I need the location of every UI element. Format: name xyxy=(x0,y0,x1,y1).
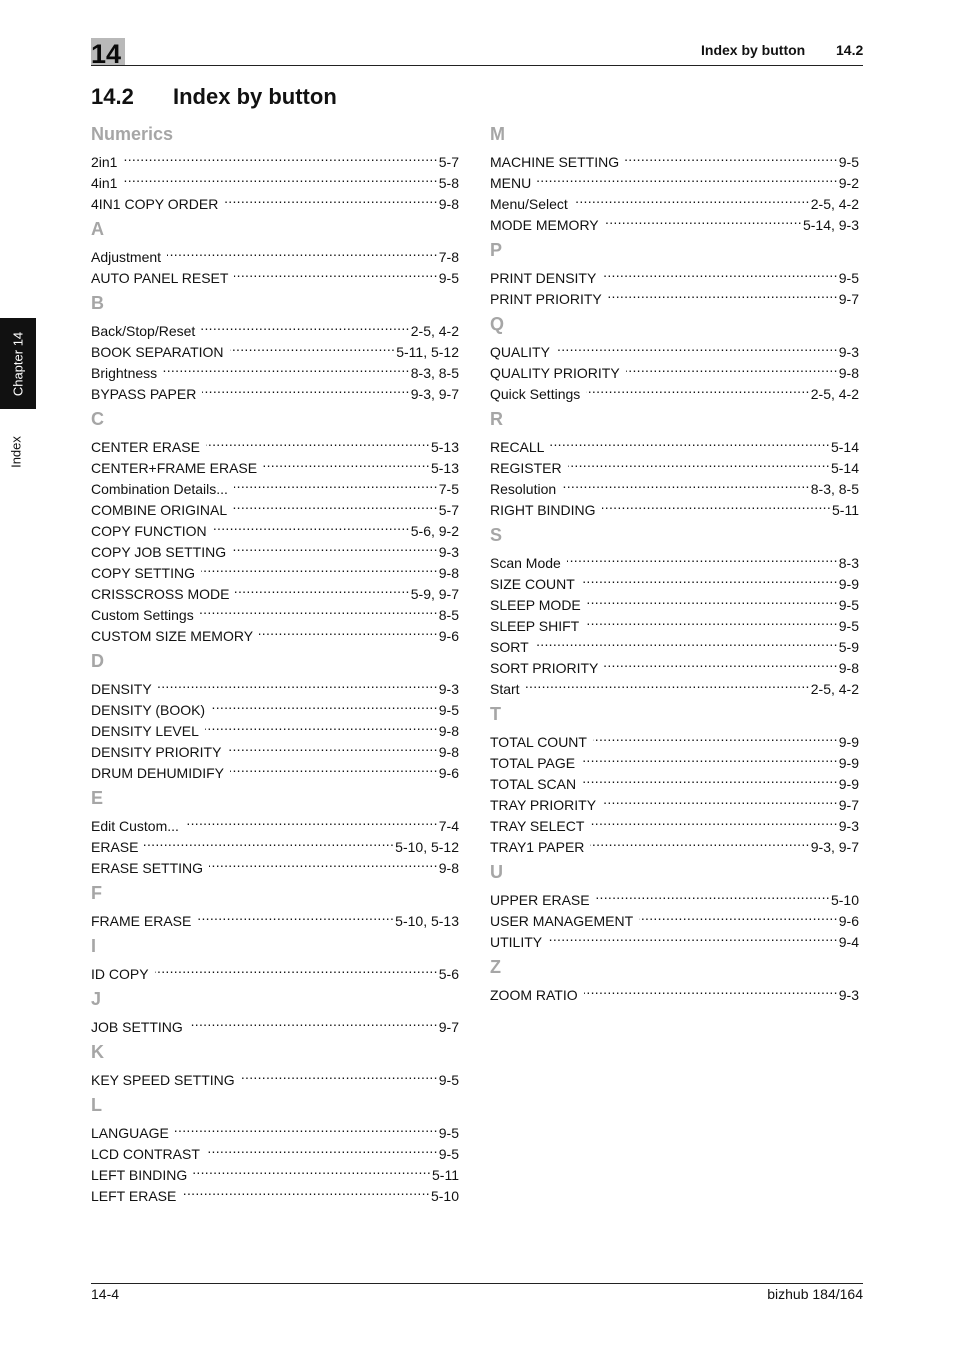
index-term: TOTAL COUNT xyxy=(490,734,587,750)
index-page-ref: 9-5 xyxy=(438,1125,459,1141)
index-term: DRUM DEHUMIDIFY xyxy=(91,765,224,781)
index-group xyxy=(91,649,459,781)
dot-leader xyxy=(263,452,430,473)
index-page-ref: 9-5 xyxy=(838,597,859,613)
index-entry xyxy=(490,262,859,286)
dot-leader xyxy=(211,694,438,715)
index-letter-heading: J xyxy=(91,989,102,1009)
index-term: LCD CONTRAST xyxy=(91,1146,200,1162)
index-group xyxy=(91,1040,459,1088)
index-page-ref: 9-7 xyxy=(438,1019,459,1035)
index-group xyxy=(490,955,859,1003)
dot-leader xyxy=(548,926,838,947)
index-term: CRISSCROSS MODE xyxy=(91,586,230,602)
index-entry xyxy=(91,905,459,929)
dot-leader xyxy=(587,589,838,610)
index-entry xyxy=(91,1117,459,1141)
index-group xyxy=(490,523,859,697)
section-heading xyxy=(91,84,337,110)
index-term: JOB SETTING xyxy=(91,1019,183,1035)
dot-leader xyxy=(158,673,438,694)
index-page-ref: 9-3 xyxy=(838,818,859,834)
index-page-ref: 7-4 xyxy=(438,818,459,834)
index-letter-heading: B xyxy=(91,293,104,313)
index-term: Custom Settings xyxy=(91,607,194,623)
index-term: PRINT DENSITY xyxy=(490,270,597,286)
index-term: COPY JOB SETTING xyxy=(91,544,227,560)
dot-leader xyxy=(593,726,838,747)
dot-leader xyxy=(206,1138,438,1159)
index-entry xyxy=(490,146,859,170)
index-letter-heading: K xyxy=(91,1042,104,1062)
index-page-ref: 9-4 xyxy=(838,934,859,950)
index-entry xyxy=(490,188,859,212)
index-page-ref: 9-5 xyxy=(838,154,859,170)
index-term: Combination Details... xyxy=(91,481,228,497)
index-term: LEFT BINDING xyxy=(91,1167,188,1183)
dot-leader xyxy=(535,631,838,652)
index-page-ref: 9-7 xyxy=(838,797,859,813)
dot-leader xyxy=(163,357,410,378)
running-header-title: Index by button xyxy=(701,42,806,58)
dot-leader xyxy=(202,378,409,399)
index-group xyxy=(490,122,859,233)
dot-leader xyxy=(581,568,838,589)
index-term: PRINT PRIORITY xyxy=(490,291,602,307)
index-term: TRAY1 PAPER xyxy=(490,839,585,855)
index-page-ref: 5-9 xyxy=(838,639,859,655)
index-page-ref: 5-10 xyxy=(430,1188,459,1204)
index-entry xyxy=(91,146,459,170)
index-group xyxy=(490,860,859,950)
dot-leader xyxy=(201,315,409,336)
dot-leader xyxy=(567,547,838,568)
index-page-ref: 9-6 xyxy=(438,628,459,644)
index-entry xyxy=(490,726,859,750)
index-page-ref: 2-5, 4-2 xyxy=(410,323,459,339)
index-column-left xyxy=(91,122,459,1204)
dot-leader xyxy=(568,452,830,473)
dot-leader xyxy=(123,167,437,188)
dot-leader xyxy=(209,852,438,873)
index-term: 2in1 xyxy=(91,154,118,170)
dot-leader xyxy=(230,336,396,357)
index-page-ref: 5-13 xyxy=(430,439,459,455)
index-page-ref: 5-11, 5-12 xyxy=(396,344,459,360)
index-entry xyxy=(91,241,459,265)
index-page-ref: 5-7 xyxy=(438,154,459,170)
index-group xyxy=(91,407,459,644)
dot-leader xyxy=(259,620,438,641)
index-term: BOOK SEPARATION xyxy=(91,344,224,360)
index-entry xyxy=(490,884,859,908)
dot-leader xyxy=(227,736,437,757)
index-group xyxy=(490,238,859,307)
index-term: AUTO PANEL RESET xyxy=(91,270,229,286)
index-group xyxy=(91,122,459,212)
index-term: UTILITY xyxy=(490,934,543,950)
index-term: Menu/Select xyxy=(490,196,568,212)
dot-leader xyxy=(608,283,838,304)
dot-leader xyxy=(167,241,438,262)
dot-leader xyxy=(233,494,438,515)
index-page-ref: 9-5 xyxy=(438,702,459,718)
index-term: MENU xyxy=(490,175,532,191)
index-letter-heading: U xyxy=(490,862,503,882)
index-page-ref: 8-3 xyxy=(838,555,859,571)
dot-leader xyxy=(562,473,810,494)
index-page-ref: 9-5 xyxy=(438,1146,459,1162)
index-term: 4IN1 COPY ORDER xyxy=(91,196,219,212)
index-term: ZOOM RATIO xyxy=(490,987,578,1003)
index-page-ref: 5-10, 5-12 xyxy=(395,839,459,855)
index-page-ref: 9-3 xyxy=(838,344,859,360)
index-term: SORT xyxy=(490,639,529,655)
index-term: Brightness xyxy=(91,365,158,381)
index-term: TRAY PRIORITY xyxy=(490,797,597,813)
index-page-ref: 5-9, 9-7 xyxy=(410,586,459,602)
index-entry xyxy=(91,810,459,834)
index-letter-heading: C xyxy=(91,409,104,429)
index-page-ref: 5-14, 9-3 xyxy=(802,217,859,233)
index-term: COPY SETTING xyxy=(91,565,195,581)
index-column-right xyxy=(490,122,859,1003)
index-group xyxy=(91,987,459,1035)
index-term: ERASE xyxy=(91,839,139,855)
index-page-ref: 9-9 xyxy=(838,776,859,792)
index-entry xyxy=(91,188,459,212)
dot-leader xyxy=(234,473,438,494)
index-entry xyxy=(490,547,859,571)
index-term: SLEEP SHIFT xyxy=(490,618,580,634)
index-term: UPPER ERASE xyxy=(490,892,590,908)
index-page-ref: 5-6, 9-2 xyxy=(410,523,459,539)
index-page-ref: 9-5 xyxy=(438,270,459,286)
index-entry xyxy=(490,167,859,191)
index-entry xyxy=(490,431,859,455)
index-group xyxy=(91,934,459,982)
index-page-ref: 5-7 xyxy=(438,502,459,518)
index-page-ref: 5-10, 5-13 xyxy=(395,913,459,929)
index-group xyxy=(490,702,859,855)
dot-leader xyxy=(155,958,438,979)
index-term: 4in1 xyxy=(91,175,118,191)
index-term: MODE MEMORY xyxy=(490,217,599,233)
index-page-ref: 9-9 xyxy=(838,755,859,771)
index-page-ref: 8-3, 8-5 xyxy=(410,365,459,381)
index-letter-heading: F xyxy=(91,883,102,903)
index-entry xyxy=(490,631,859,655)
index-term: ERASE SETTING xyxy=(91,860,204,876)
index-letter-heading: L xyxy=(91,1095,102,1115)
index-term: COMBINE ORIGINAL xyxy=(91,502,228,518)
chapter-side-tab-label: Chapter 14 xyxy=(10,331,26,396)
index-term: CENTER ERASE xyxy=(91,439,200,455)
index-page-ref: 8-5 xyxy=(438,607,459,623)
index-term: TRAY SELECT xyxy=(490,818,585,834)
index-term: FRAME ERASE xyxy=(91,913,192,929)
index-term: RECALL xyxy=(490,439,545,455)
chapter-number-box xyxy=(91,38,125,65)
chapter-side-tab xyxy=(0,318,36,409)
dot-leader xyxy=(550,431,830,452)
running-header-section: 14.2 xyxy=(836,42,864,58)
index-letter-heading: R xyxy=(490,409,503,429)
index-letter-heading: M xyxy=(490,124,505,144)
index-page-ref: 9-3 xyxy=(438,681,459,697)
index-page-ref: 2-5, 4-2 xyxy=(810,681,859,697)
dot-leader xyxy=(537,167,838,188)
index-entry xyxy=(490,979,859,1003)
dot-leader xyxy=(193,1159,431,1180)
index-page-ref: 9-7 xyxy=(838,291,859,307)
index-entry xyxy=(91,1011,459,1035)
index-page-ref: 9-5 xyxy=(838,270,859,286)
index-page-ref: 7-8 xyxy=(438,249,459,265)
dot-leader xyxy=(235,578,409,599)
dot-leader xyxy=(197,905,394,926)
index-page-ref: 5-14 xyxy=(830,460,859,476)
index-letter-heading: T xyxy=(490,704,501,724)
dot-leader xyxy=(175,1117,438,1138)
header-divider xyxy=(91,65,863,66)
index-entry xyxy=(490,673,859,697)
index-page-ref: 5-8 xyxy=(438,175,459,191)
index-entry xyxy=(91,1064,459,1088)
index-entry xyxy=(91,831,459,855)
index-page-ref: 8-3, 8-5 xyxy=(810,481,859,497)
dot-leader xyxy=(185,810,438,831)
footer-product-name: bizhub 184/164 xyxy=(767,1286,863,1302)
dot-leader xyxy=(602,262,837,283)
dot-leader xyxy=(230,757,438,778)
index-page-ref: 5-11 xyxy=(432,1167,459,1183)
index-page-ref: 5-11 xyxy=(832,502,859,518)
index-page-ref: 9-8 xyxy=(438,723,459,739)
index-term: QUALITY xyxy=(490,344,550,360)
index-page-ref: 9-8 xyxy=(438,565,459,581)
index-term: SLEEP MODE xyxy=(490,597,581,613)
index-term: COPY FUNCTION xyxy=(91,523,207,539)
dot-leader xyxy=(526,673,810,694)
index-group xyxy=(490,312,859,402)
index-page-ref: 2-5, 4-2 xyxy=(810,196,859,212)
chapter-number: 14 xyxy=(91,39,122,65)
index-group xyxy=(91,881,459,929)
index-page-ref: 7-5 xyxy=(438,481,459,497)
index-page-ref: 9-3, 9-7 xyxy=(410,386,459,402)
index-page-ref: 9-9 xyxy=(838,734,859,750)
index-term: BYPASS PAPER xyxy=(91,386,197,402)
side-section-label: Index xyxy=(8,436,24,468)
dot-leader xyxy=(582,768,838,789)
dot-leader xyxy=(574,188,810,209)
index-page-ref: 5-13 xyxy=(430,460,459,476)
index-term: KEY SPEED SETTING xyxy=(91,1072,235,1088)
index-term: DENSITY (BOOK) xyxy=(91,702,206,718)
index-page-ref: 2-5, 4-2 xyxy=(810,386,859,402)
index-letter-heading: D xyxy=(91,651,104,671)
index-page-ref: 9-8 xyxy=(838,365,859,381)
index-entry xyxy=(490,652,859,676)
dot-leader xyxy=(584,979,838,1000)
index-entry xyxy=(490,452,859,476)
index-term: DENSITY PRIORITY xyxy=(91,744,222,760)
dot-leader xyxy=(241,1064,438,1085)
dot-leader xyxy=(189,1011,438,1032)
index-term: Adjustment xyxy=(91,249,162,265)
index-term: CUSTOM SIZE MEMORY xyxy=(91,628,254,644)
index-term: LANGUAGE xyxy=(91,1125,169,1141)
index-page-ref: 9-8 xyxy=(438,860,459,876)
index-page-ref: 9-3 xyxy=(438,544,459,560)
index-term: LEFT ERASE xyxy=(91,1188,177,1204)
footer-page-number: 14-4 xyxy=(91,1286,120,1302)
index-page-ref: 9-5 xyxy=(438,1072,459,1088)
index-group xyxy=(91,786,459,876)
section-number: 14.2 xyxy=(91,84,134,109)
dot-leader xyxy=(234,262,437,283)
dot-leader xyxy=(626,357,838,378)
index-group xyxy=(91,291,459,402)
index-term: DENSITY LEVEL xyxy=(91,723,199,739)
index-page-ref: 9-2 xyxy=(838,175,859,191)
index-page-ref: 5-6 xyxy=(438,966,459,982)
index-letter-heading: A xyxy=(91,219,104,239)
index-group xyxy=(91,1093,459,1204)
index-letter-heading: I xyxy=(91,936,97,956)
dot-leader xyxy=(586,378,809,399)
dot-leader xyxy=(604,652,837,673)
dot-leader xyxy=(590,831,809,852)
index-term: MACHINE SETTING xyxy=(490,154,620,170)
index-entry xyxy=(91,852,459,876)
index-page-ref: 9-6 xyxy=(838,913,859,929)
index-page-ref: 9-9 xyxy=(838,576,859,592)
dot-leader xyxy=(123,146,437,167)
index-term: SORT PRIORITY xyxy=(490,660,599,676)
index-page-ref: 9-8 xyxy=(438,744,459,760)
index-entry xyxy=(91,673,459,697)
dot-leader xyxy=(224,188,437,209)
dot-leader xyxy=(639,905,838,926)
index-term: USER MANAGEMENT xyxy=(490,913,634,929)
index-page-ref: 5-14 xyxy=(830,439,859,455)
dot-leader xyxy=(206,431,430,452)
index-letter-heading: Numerics xyxy=(91,124,174,144)
index-letter-heading: P xyxy=(490,240,503,260)
index-term: QUALITY PRIORITY xyxy=(490,365,620,381)
index-group xyxy=(490,407,859,518)
index-term: Scan Mode xyxy=(490,555,561,571)
dot-leader xyxy=(590,810,837,831)
index-term: TOTAL PAGE xyxy=(490,755,576,771)
dot-leader xyxy=(602,494,831,515)
index-page-ref: 9-6 xyxy=(438,765,459,781)
index-letter-heading: S xyxy=(490,525,503,545)
index-term: REGISTER xyxy=(490,460,562,476)
section-title: Index by button xyxy=(173,84,337,109)
dot-leader xyxy=(213,515,410,536)
index-page-ref: 9-5 xyxy=(838,618,859,634)
dot-leader xyxy=(556,336,838,357)
dot-leader xyxy=(201,557,438,578)
index-term: SIZE COUNT xyxy=(490,576,575,592)
index-entry xyxy=(490,336,859,360)
index-term: Back/Stop/Reset xyxy=(91,323,196,339)
index-term: RIGHT BINDING xyxy=(490,502,596,518)
index-page-ref: 9-3, 9-7 xyxy=(810,839,859,855)
dot-leader xyxy=(602,789,838,810)
index-term: TOTAL SCAN xyxy=(490,776,577,792)
dot-leader xyxy=(200,599,438,620)
index-page-ref: 9-8 xyxy=(438,196,459,212)
index-entry xyxy=(91,958,459,982)
index-term: Start xyxy=(490,681,520,697)
index-letter-heading: E xyxy=(91,788,104,808)
dot-leader xyxy=(596,884,830,905)
dot-leader xyxy=(625,146,838,167)
index-entry xyxy=(91,315,459,339)
index-entry xyxy=(91,431,459,455)
index-term: Quick Settings xyxy=(490,386,581,402)
dot-leader xyxy=(182,1180,430,1201)
index-page-ref: 5-10 xyxy=(830,892,859,908)
index-term: ID COPY xyxy=(91,966,149,982)
dot-leader xyxy=(144,831,394,852)
index-letter-heading: Z xyxy=(490,957,501,977)
index-entry xyxy=(91,167,459,191)
footer-divider xyxy=(91,1283,863,1284)
index-page-ref: 9-3 xyxy=(838,987,859,1003)
index-term: DENSITY xyxy=(91,681,152,697)
dot-leader xyxy=(232,536,438,557)
index-term: CENTER+FRAME ERASE xyxy=(91,460,258,476)
index-letter-heading: Q xyxy=(490,314,505,334)
dot-leader xyxy=(605,209,802,230)
index-group xyxy=(91,217,459,286)
index-page-ref: 9-8 xyxy=(838,660,859,676)
dot-leader xyxy=(205,715,438,736)
index-term: Resolution xyxy=(490,481,557,497)
dot-leader xyxy=(581,747,838,768)
dot-leader xyxy=(585,610,838,631)
index-term: Edit Custom... xyxy=(91,818,179,834)
